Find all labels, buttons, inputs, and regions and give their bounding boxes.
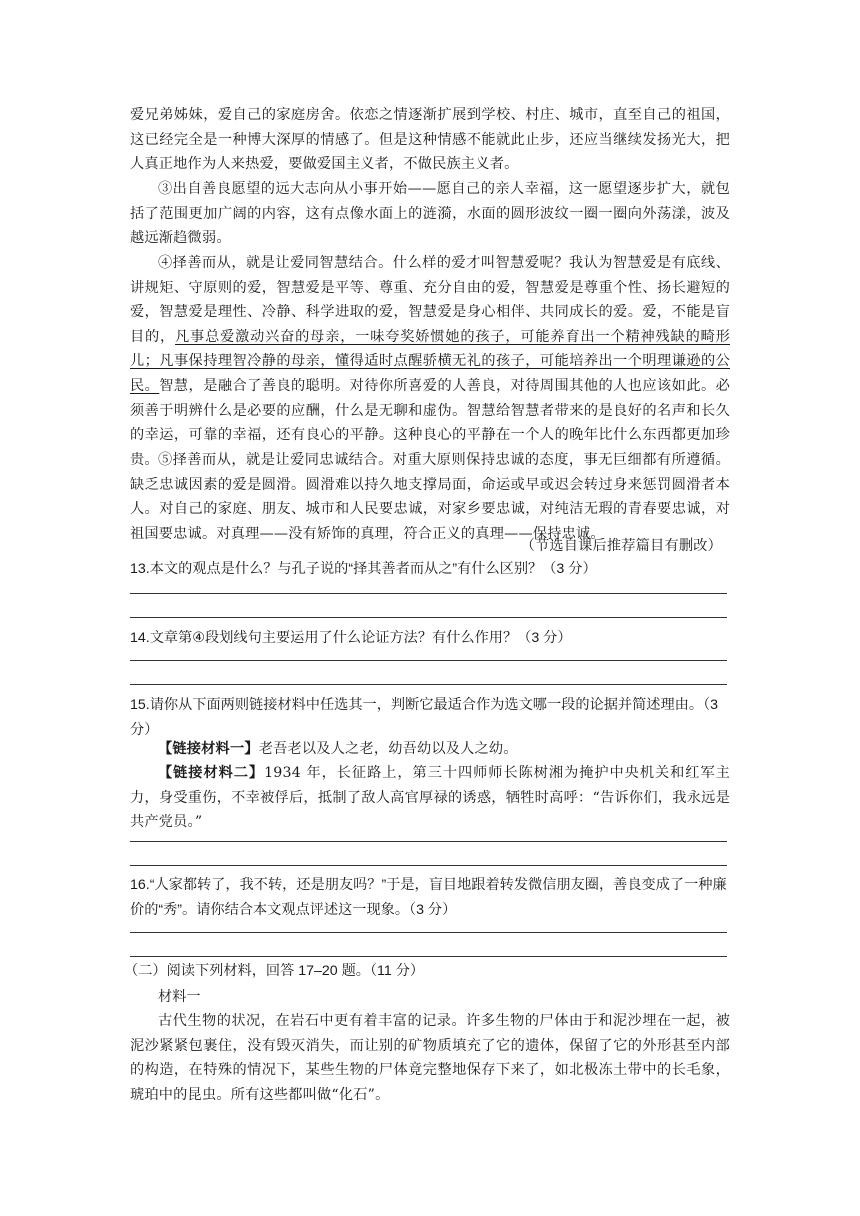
passage-paragraph-5: ⑤择善而从，就是让爱同忠诚结合。对重大原则保持忠诚的态度，事无巨细都有所遵循。缺乏忠诚因素的爱是圆滑。圆滑难以持久地支撑局面，命运或早或迟会转过身来惩罚圆滑者本人。对自己的家庭、朋友、城市和人民要忠诚，对家乡要忠诚，对纯洁无瑕的青春要忠诚，对祖国要忠诚。对真理——没有矫饰的真理，符合正义的真理——保持忠诚。 — [130, 452, 730, 542]
answer-line[interactable] — [130, 660, 727, 661]
answer-line[interactable] — [130, 932, 727, 933]
source-note: （节选自课后推荐篇目有删改） — [520, 538, 722, 554]
material-1-paragraph: 古代生物的状况，在岩石中更有着丰富的记录。许多生物的尸体由于和泥沙埋在一起，被泥沙紧紧包裹住，没有毁灭消失，而让别的矿物质填充了它的遗体，保留了它的外形甚至内部的构造，在特殊的情况下，某些生物的尸体竟完整地保存下来了，如北极冻土带中的长毛象，琥珀中的昆虫。所有这些都叫做“化石”。 — [130, 1013, 730, 1103]
paragraph-4-intro: ④择善而从，就是让爱同智慧结合。什么样的爱才叫智慧爱呢？我认为智慧爱是有底线、讲规矩、守原则的爱，智慧爱是平等、尊重、充分自由的爱，智慧爱是尊重个性、扬长避短的爱，智慧爱是理性、冷静、科学进取的爱，智慧爱是身心相伴、共同成长的爱。爱，不能是盲目的， — [130, 255, 730, 345]
question-16: 16.“人家都转了，我不转，还是朋友吗？”于是，盲目地跟着转发微信朋友圈，善良变成了一种廉价的“秀”。请你结合本文观点评述这一现象。（3 分） — [130, 877, 727, 918]
passage-paragraph-3: ③出自善良愿望的远大志向从小事开始——愿自己的亲人幸福，这一愿望逐步扩大，就包括了范围更加广阔的内容，这有点像水面上的涟漪，水面的圆形波纹一圈一圈向外荡漾，波及越远渐趋微弱。 — [130, 181, 730, 247]
material-1-text: 老吾老以及人之老，幼吾幼以及人之幼。 — [258, 741, 518, 757]
answer-line[interactable] — [130, 617, 727, 618]
material-1-label: 【链接材料一】 — [158, 741, 259, 757]
material-2-text: 1934 年，长征路上，第三十四师师长陈树湘为掩护中央机关和红军主力，身受重伤，不幸被俘后，抵制了敌人高官厚禄的诱惑，牺牲时高呼：“告诉你们，我永远是共产党员。” — [130, 765, 730, 831]
passage-paragraph-4 — [130, 251, 730, 472]
question-13: 13.本文的观点是什么？与孔子说的“择其善者而从之”有什么区别？（3 分） — [130, 561, 597, 577]
paragraph-4-rest: 智慧，是融合了善良的聪明。对待你所喜爱的人善良，对待周围其他的人也应该如此。必须善于明辨什么是必要的应酬，什么是无聊和虚伪。智慧给智慧者带来的是良好的名声和长久的幸运，可靠的幸福，还有良心的平静。这种良心的平静在一个人的晚年比什么东西都更加珍贵。 — [130, 377, 730, 468]
material-1-title: 材料一 — [158, 989, 201, 1005]
answer-line[interactable] — [130, 684, 727, 685]
underlined-sentence: 凡事总爱激动兴奋的母亲，一味夸奖娇惯她的孩子，可能养育出一个精神残缺的畸形儿；凡事保持理智冷静的母亲，懂得适时点醒骄横无礼的孩子，可能培养出一个明理谦逊的公民。 — [130, 328, 730, 394]
answer-line[interactable] — [130, 956, 727, 957]
section-2-heading: （二）阅读下列材料，回答 17–20 题。（11 分） — [124, 963, 425, 979]
material-2-label: 【链接材料二】 — [158, 765, 265, 781]
link-material-1 — [130, 737, 730, 762]
passage-paragraph-continued: 爱兄弟姊妹，爱自己的家庭房舍。依恋之情逐渐扩展到学校、村庄、城市，直至自己的祖国，这已经完全是一种博大深厚的情感了。但是这种情感不能就此止步，还应当继续发扬光大，把人真正地作为人来热爱，要做爱国主义者，不做民族主义者。 — [130, 107, 730, 173]
answer-line[interactable] — [130, 865, 727, 866]
question-14: 14.文章第④段划线句主要运用了什么论证方法？有什么作用？（3 分） — [130, 630, 572, 646]
answer-line[interactable] — [130, 593, 727, 594]
question-15: 15.请你从下面两则链接材料中任选其一，判断它最适合作为选文哪一段的论据并简述理由。（3 分） — [130, 697, 719, 738]
link-material-2 — [130, 761, 730, 835]
answer-line[interactable] — [130, 841, 727, 842]
